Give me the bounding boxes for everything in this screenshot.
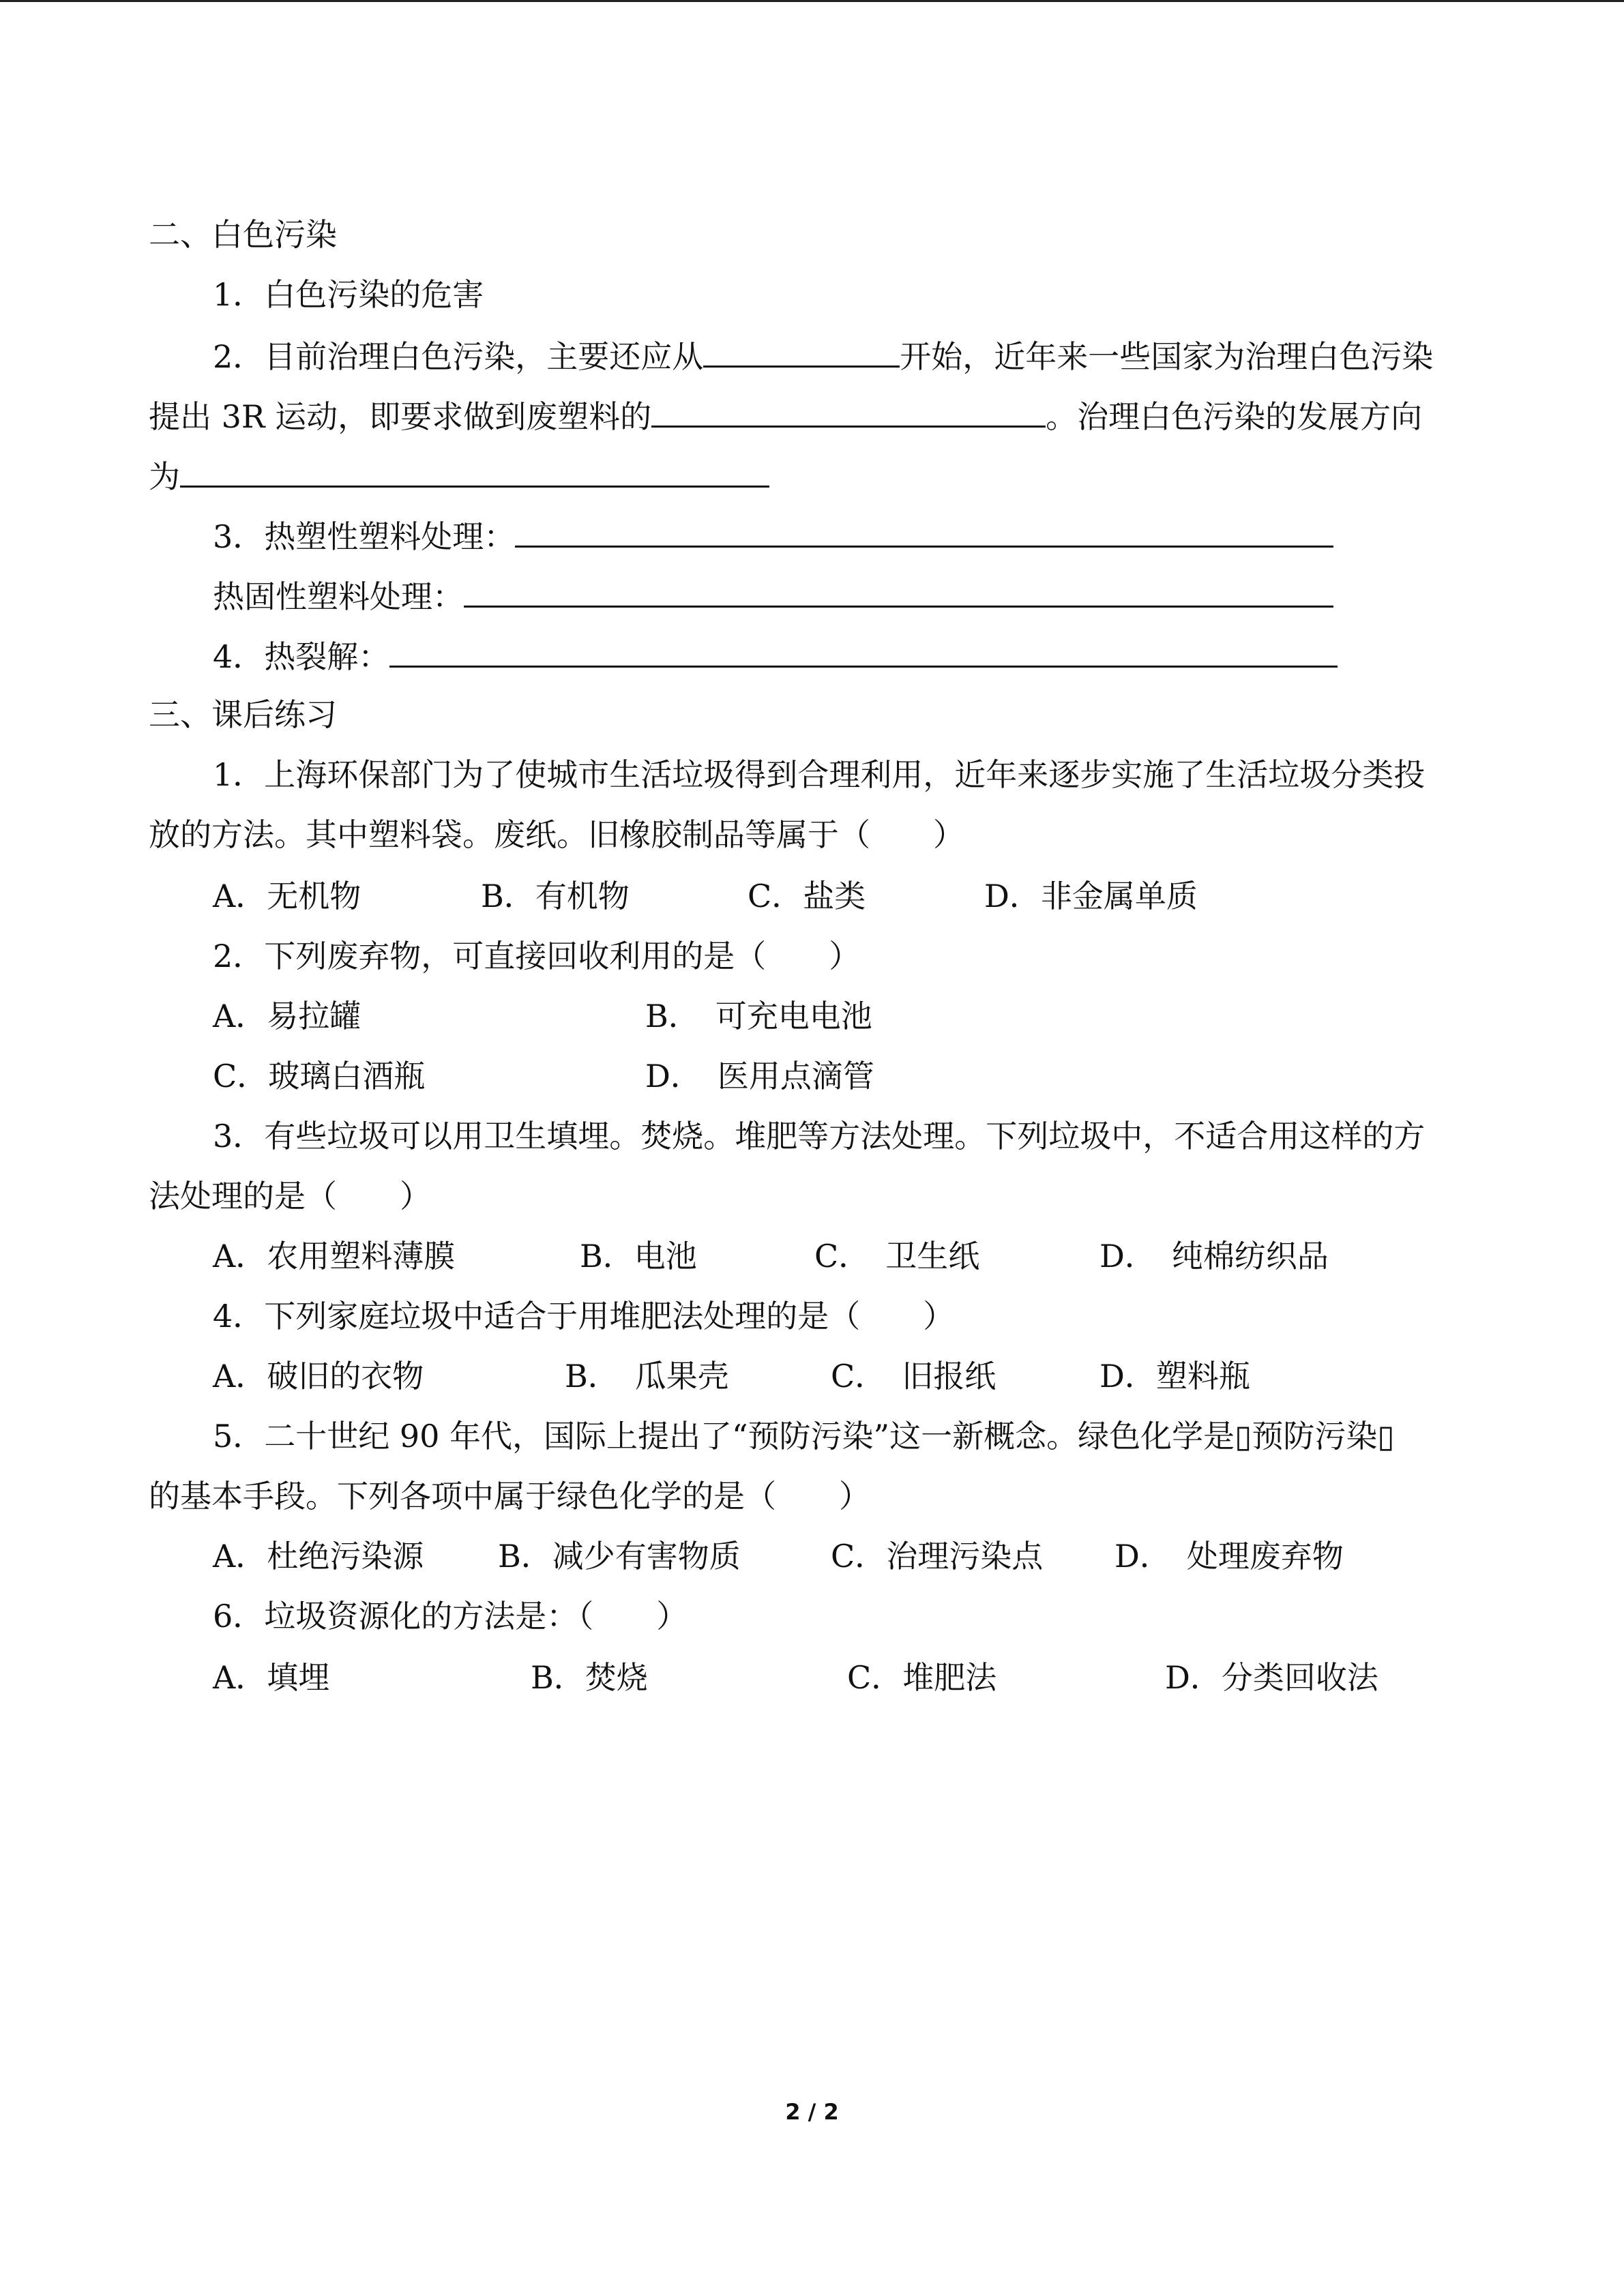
fill-blank-3[interactable] [180, 454, 769, 488]
q1-option-d[interactable]: D．非金属单质 [984, 878, 1198, 914]
q1-option-a[interactable]: A．无机物 [213, 878, 361, 914]
q4-option-b[interactable]: B． 瓜果壳 [565, 1358, 729, 1395]
fill-blank-5[interactable] [464, 574, 1333, 608]
fill-blank-1[interactable] [703, 334, 900, 368]
item-2-text-a: 2．目前治理白色污染，主要还应从 [213, 338, 704, 375]
q5-option-a[interactable]: A．杜绝污染源 [213, 1538, 424, 1575]
item-3a-label: 3．热塑性塑料处理： [213, 518, 516, 555]
item-3-thermoset [213, 574, 1333, 617]
item-4-label: 4．热裂解： [213, 638, 390, 675]
item-2-text-c: 提出 3R 运动，即要求做到废塑料的 [149, 398, 652, 435]
question-2-line-1: 2．下列废弃物，可直接回收利用的是（ ） [213, 938, 861, 974]
q2-option-b[interactable]: B． 可充电电池 [645, 998, 872, 1034]
item-2-text-e: 为 [149, 458, 180, 495]
q5-option-d[interactable]: D． 处理废弃物 [1114, 1538, 1344, 1575]
q2-option-c[interactable]: C．玻璃白酒瓶 [213, 1058, 426, 1094]
question-4-line-1: 4．下列家庭垃圾中适合于用堆肥法处理的是（ ） [213, 1298, 955, 1335]
section-heading-exercises: 三、课后练习 [149, 696, 337, 733]
q5-option-c[interactable]: C．治理污染点 [831, 1538, 1044, 1575]
fill-blank-6[interactable] [389, 634, 1338, 668]
item-2-text-d: 。治理白色污染的发展方向 [1046, 398, 1423, 435]
question-1-line-2: 放的方法。其中塑料袋。废纸。旧橡胶制品等属于（ ） [149, 816, 964, 853]
question-3-line-1: 3．有些垃圾可以用卫生填埋。焚烧。堆肥等方法处理。下列垃圾中，不适合用这样的方 [213, 1118, 1426, 1154]
fill-blank-2[interactable] [651, 394, 1046, 428]
q6-option-d[interactable]: D．分类回收法 [1165, 1659, 1378, 1696]
q4-option-d[interactable]: D．塑料瓶 [1099, 1358, 1250, 1395]
item-2-line-3 [149, 454, 769, 497]
question-6-line-1: 6．垃圾资源化的方法是：（ ） [213, 1598, 688, 1635]
q1-option-c[interactable]: C．盐类 [748, 878, 866, 914]
page-number: 2 / 2 [785, 2099, 839, 2125]
item-1-hazards: 1．白色污染的危害 [213, 276, 484, 313]
q4-option-c[interactable]: C． 旧报纸 [831, 1358, 996, 1395]
item-2-line-2 [149, 394, 1422, 437]
q3-option-b[interactable]: B．电池 [580, 1238, 697, 1274]
question-5-line-2: 的基本手段。下列各项中属于绿色化学的是（ ） [149, 1478, 870, 1515]
q6-option-b[interactable]: B．焚烧 [531, 1659, 648, 1696]
q3-option-c[interactable]: C． 卫生纸 [814, 1238, 980, 1274]
q1-option-b[interactable]: B．有机物 [481, 878, 630, 914]
item-2-line-1 [213, 334, 1433, 377]
q3-option-d[interactable]: D． 纯棉纺织品 [1099, 1238, 1329, 1274]
q3-option-a[interactable]: A．农用塑料薄膜 [213, 1238, 456, 1274]
q6-option-c[interactable]: C．堆肥法 [847, 1659, 997, 1696]
q2-option-d[interactable]: D． 医用点滴管 [645, 1058, 874, 1094]
q6-option-a[interactable]: A．填埋 [213, 1659, 330, 1696]
question-5-line-1: 5．二十世纪 90 年代，国际上提出了“预防污染”这一新概念。绿色化学是▯预防污染▯ [213, 1418, 1395, 1455]
item-2-text-b: 开始，近年来一些国家为治理白色污染 [900, 338, 1434, 375]
item-3-thermoplastic [213, 514, 1333, 557]
item-3b-label: 热固性塑料处理： [213, 578, 464, 615]
q2-option-a[interactable]: A．易拉罐 [213, 998, 361, 1034]
q5-option-b[interactable]: B．减少有害物质 [498, 1538, 741, 1575]
fill-blank-4[interactable] [515, 514, 1333, 548]
section-heading-white-pollution: 二、白色污染 [149, 216, 337, 253]
item-4-pyrolysis [213, 634, 1338, 677]
q4-option-a[interactable]: A．破旧的衣物 [213, 1358, 424, 1395]
question-1-line-1: 1．上海环保部门为了使城市生活垃圾得到合理利用，近年来逐步实施了生活垃圾分类投 [213, 756, 1426, 793]
question-3-line-2: 法处理的是（ ） [149, 1178, 431, 1214]
